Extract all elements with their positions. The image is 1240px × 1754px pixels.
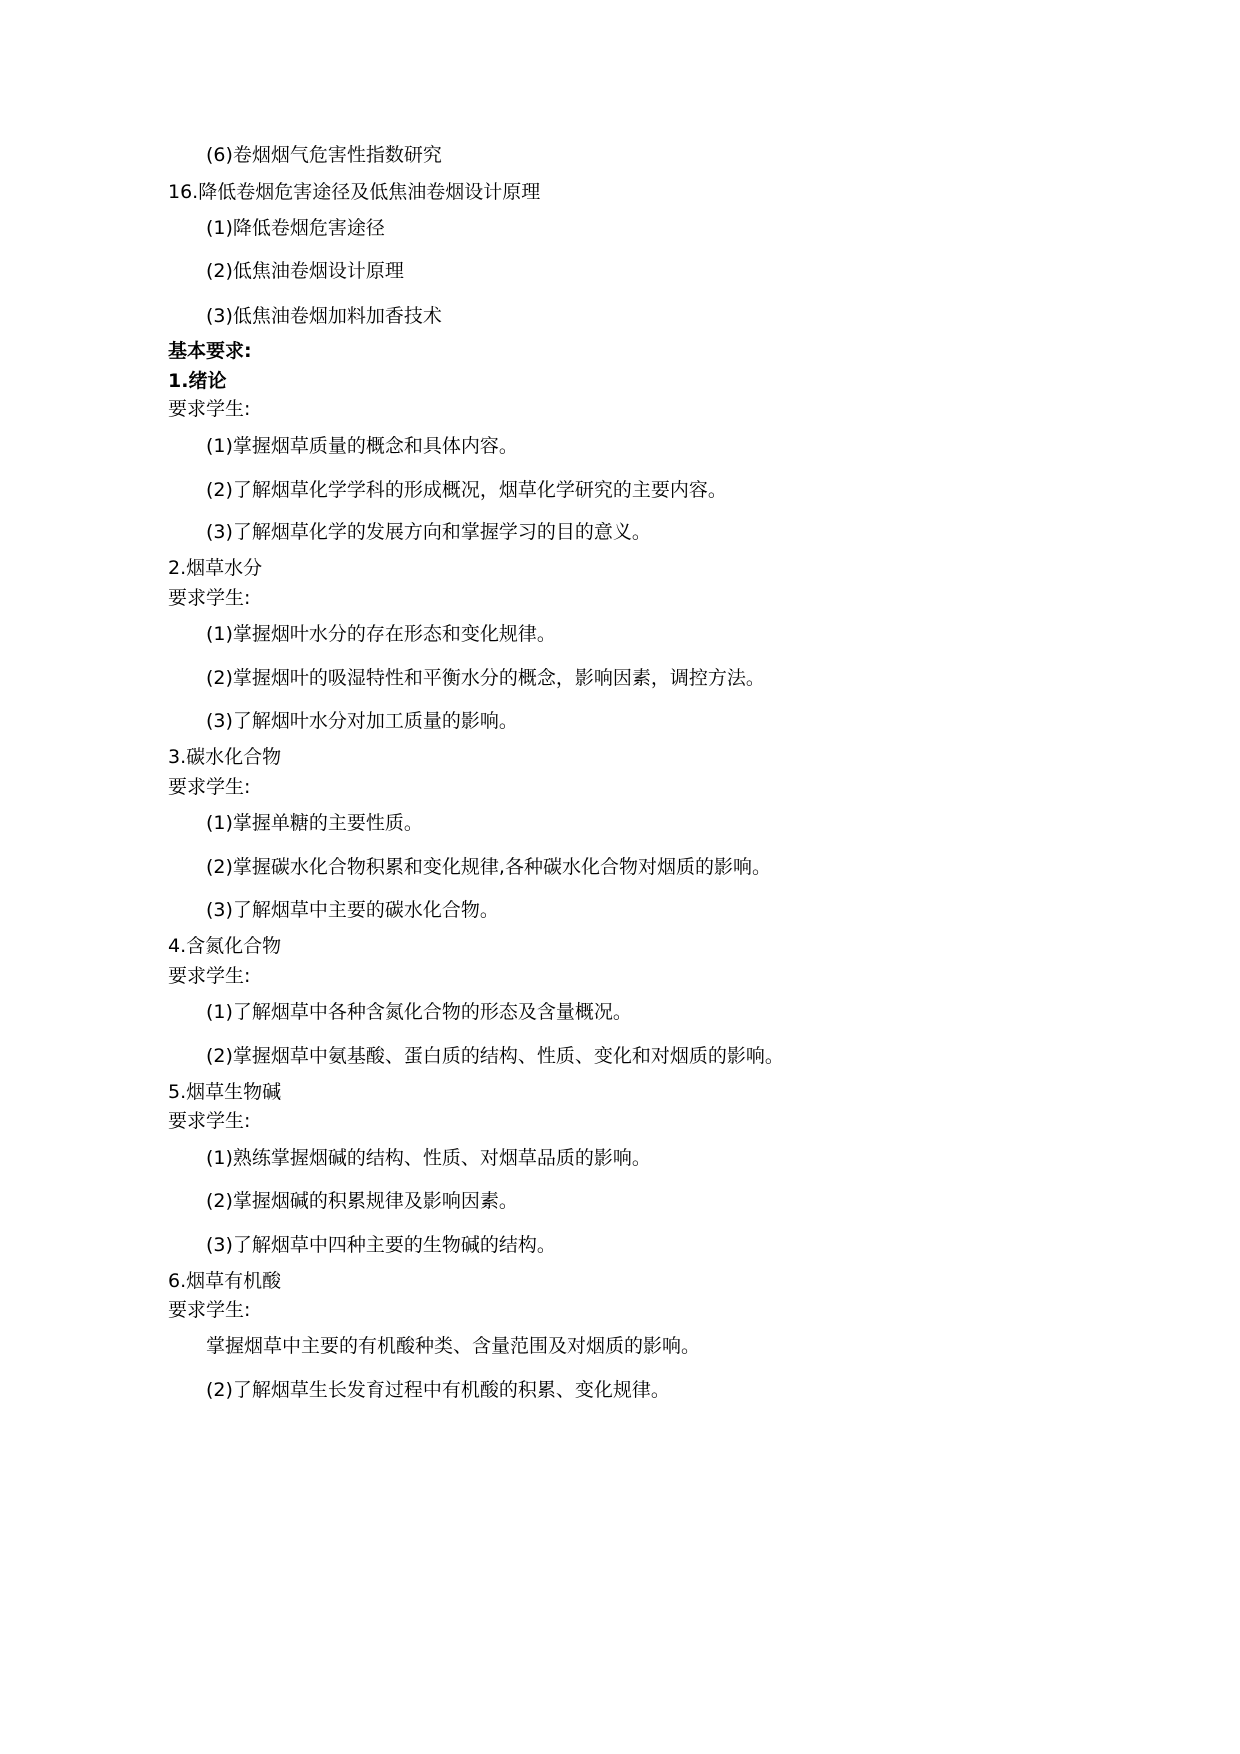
list-item: (3)了解烟草中四种主要的生物碱的结构。 <box>206 1234 556 1256</box>
list-item: (2)掌握烟叶的吸湿特性和平衡水分的概念，影响因素，调控方法。 <box>206 667 765 689</box>
requirement-label: 要求学生: <box>168 776 251 798</box>
list-item: (2)掌握烟碱的积累规律及影响因素。 <box>206 1190 518 1212</box>
requirement-label: 要求学生: <box>168 1110 251 1132</box>
list-item: (1)了解烟草中各种含氮化合物的形态及含量概况。 <box>206 1001 632 1023</box>
list-item: (1)掌握单糖的主要性质。 <box>206 812 423 834</box>
chapter-heading: 6.烟草有机酸 <box>168 1270 282 1292</box>
list-item: 掌握烟草中主要的有机酸种类、含量范围及对烟质的影响。 <box>206 1335 701 1357</box>
chapter-heading: 3.碳水化合物 <box>168 746 282 768</box>
list-item: (3)低焦油卷烟加料加香技术 <box>206 305 442 327</box>
list-item: (6)卷烟烟气危害性指数研究 <box>206 144 442 166</box>
list-item: (3)了解烟草中主要的碳水化合物。 <box>206 899 499 921</box>
list-item: (2)掌握碳水化合物积累和变化规律,各种碳水化合物对烟质的影响。 <box>206 856 771 878</box>
list-item: (3)了解烟叶水分对加工质量的影响。 <box>206 710 518 732</box>
section-heading: 基本要求: <box>168 340 252 362</box>
requirement-label: 要求学生: <box>168 398 251 420</box>
chapter-heading: 4.含氮化合物 <box>168 935 282 957</box>
list-item: (2)了解烟草化学学科的形成概况，烟草化学研究的主要内容。 <box>206 479 727 501</box>
chapter-heading: 1.绪论 <box>168 370 227 392</box>
requirement-label: 要求学生: <box>168 965 251 987</box>
chapter-heading: 16.降低卷烟危害途径及低焦油卷烟设计原理 <box>168 181 541 203</box>
requirement-label: 要求学生: <box>168 1299 251 1321</box>
chapter-heading: 5.烟草生物碱 <box>168 1081 282 1103</box>
list-item: (2)低焦油卷烟设计原理 <box>206 260 404 282</box>
requirement-label: 要求学生: <box>168 587 251 609</box>
list-item: (3)了解烟草化学的发展方向和掌握学习的目的意义。 <box>206 521 651 543</box>
list-item: (1)掌握烟草质量的概念和具体内容。 <box>206 435 518 457</box>
list-item: (1)降低卷烟危害途径 <box>206 217 385 239</box>
list-item: (2)掌握烟草中氨基酸、蛋白质的结构、性质、变化和对烟质的影响。 <box>206 1045 784 1067</box>
list-item: (1)掌握烟叶水分的存在形态和变化规律。 <box>206 623 556 645</box>
list-item: (2)了解烟草生长发育过程中有机酸的积累、变化规律。 <box>206 1379 670 1401</box>
list-item: (1)熟练掌握烟碱的结构、性质、对烟草品质的影响。 <box>206 1147 651 1169</box>
chapter-heading: 2.烟草水分 <box>168 557 263 579</box>
